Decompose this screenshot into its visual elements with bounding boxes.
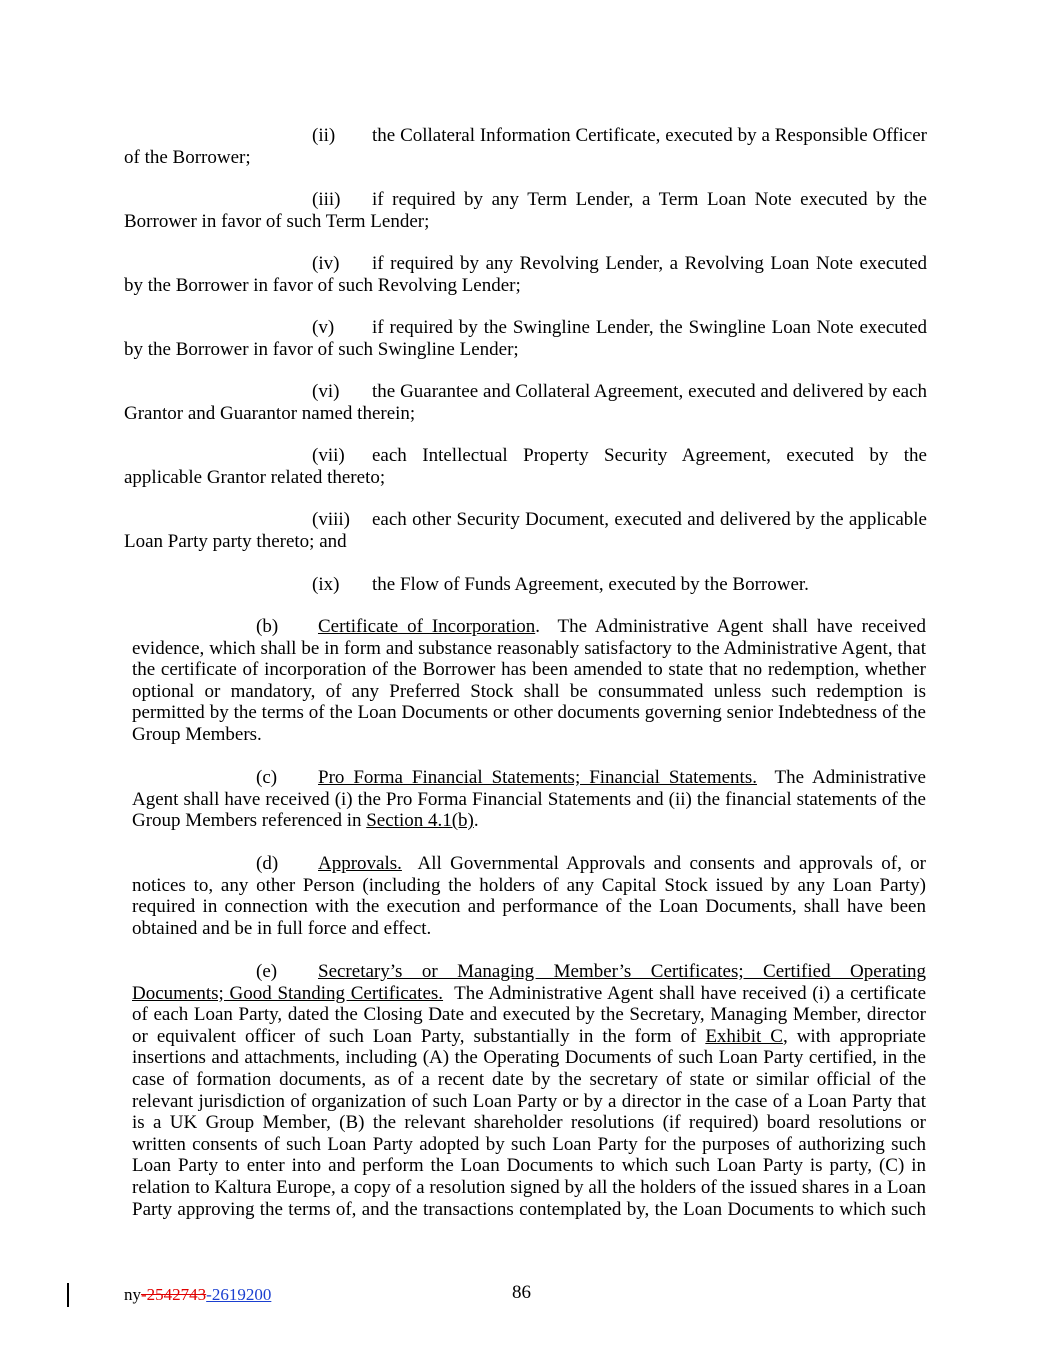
paragraph-c-heading: Pro Forma Financial Statements; Financial Statements. [318,767,757,788]
paragraph-c-label: (c) [256,767,278,788]
item-iii-text: if required by any Term Lender, a Term Loan Note executed by the [372,189,927,210]
paragraph-d-line-1 [132,853,926,875]
paragraph-e-line-2-text: The Administrative Agent shall have received (i) a certificate [443,982,927,1004]
paragraph-e [132,961,926,1220]
paragraph-b-line-5: permitted by the terms of the Loan Documents or other documents governing senior Indebtedness of the [132,702,926,724]
revision-change-bar [67,1283,69,1307]
item-iv-line-2: by the Borrower in favor of such Revolving Lender; [124,274,521,296]
item-v-line-2: by the Borrower in favor of such Swingline Lender; [124,338,519,360]
item-v-line-1 [124,317,927,339]
item-v-number: (v) [312,317,335,338]
paragraph-d-heading: Approvals. [318,853,402,874]
page-number: 86 [512,1282,531,1303]
item-ii-line-1 [124,125,927,147]
paragraph-b-line-1-text: . The Administrative Agent shall have received [535,616,926,637]
item-v-text: if required by the Swingline Lender, the Swingline Loan Note executed [372,317,927,338]
item-iii-number: (iii) [312,189,341,210]
item-ix-line-1 [124,574,927,596]
section-reference-link: Section 4.1(b) [366,810,474,832]
paragraph-e-line-9: written consents of such Loan Party adopted by such Loan Party for the purposes of authorizing such [132,1133,926,1155]
paragraph-e-line-4-end: , with appropriate [782,1025,926,1047]
paragraph-b-line-4: optional or mandatory, of any Preferred Stock shall be consummated unless such redemption is [132,680,926,702]
paragraph-c-line-3-end: . [473,810,479,832]
item-viii [124,509,927,552]
paragraph-c-line-1 [132,767,926,789]
paragraph-b [132,616,926,746]
item-iii [124,189,927,232]
paragraph-e-line-7: relevant jurisdiction of organization of such Loan Party or by a director in the case of a Loan Party that [132,1090,926,1112]
document-id-prefix: ny [124,1285,141,1304]
paragraph-c-line-2: Agent shall have received (i) the Pro Forma Financial Statements and (ii) the financial statements of the [132,788,926,810]
paragraph-c-line-3 [132,810,926,832]
paragraph-b-line-1 [132,616,926,638]
paragraph-b-line-2: evidence, which shall be in form and substance reasonably satisfactory to the Administrative Agent, that [132,637,926,659]
item-iv-text: if required by any Revolving Lender, a Revolving Loan Note executed [372,253,927,274]
item-iii-line-1 [124,189,927,211]
paragraph-e-line-4 [132,1026,926,1048]
paragraph-e-line-3: of each Loan Party, dated the Closing Date and executed by the Secretary, Managing Member, director [132,1004,926,1026]
item-iv [124,253,927,296]
paragraph-e-line-12: Party approving the terms of, and the transactions contemplated by, the Loan Documents to which such [132,1198,926,1220]
paragraph-e-line-4-text: or equivalent officer of such Loan Party, substantially in the form of [132,1025,706,1047]
item-iv-number: (iv) [312,253,340,274]
item-vi-text: the Guarantee and Collateral Agreement, executed and delivered by each [372,381,927,402]
paragraph-b-label: (b) [256,616,279,637]
paragraph-d-line-1-text: All Governmental Approvals and consents and approvals of, or [401,853,926,874]
item-viii-number: (viii) [312,509,350,530]
paragraph-e-heading: Secretary’s or Managing Member’s Certificates; Certified Operating [318,961,926,982]
paragraph-d [132,853,926,939]
paragraph-c-line-1-text: The Administrative [756,767,926,788]
item-ii-text: the Collateral Information Certificate, executed by a Responsible Officer [372,125,927,146]
paragraph-e-line-2 [132,983,926,1005]
paragraph-c [132,767,926,832]
item-vii-line-2: applicable Grantor related thereto; [124,466,386,488]
item-ii-line-2: of the Borrower; [124,146,251,168]
item-vi-number: (vi) [312,381,340,402]
paragraph-e-label: (e) [256,961,278,982]
exhibit-reference-link: Exhibit C [705,1025,783,1047]
item-ix [124,574,927,596]
item-ix-text: the Flow of Funds Agreement, executed by the Borrower. [372,574,809,595]
paragraph-e-line-6: case of formation documents, as of a recent date by the secretary of state or similar official of the [132,1068,926,1090]
paragraph-e-line-11: relation to Kaltura Europe, a copy of a resolution signed by all the holders of the issued shares in a Loan [132,1176,926,1198]
item-viii-text: each other Security Document, executed and delivered by the applicable [372,509,927,530]
item-viii-line-2: Loan Party party thereto; and [124,530,347,552]
paragraph-c-line-3-text: Group Members referenced in [132,810,367,832]
paragraph-d-line-4: obtained and be in full force and effect. [132,917,432,939]
item-vii [124,445,927,488]
item-iv-line-1 [124,253,927,275]
item-vii-text: each Intellectual Property Security Agreement, executed by the [372,445,927,466]
paragraph-d-line-3: required in connection with the execution and performance of the Loan Documents, shall have been [132,896,926,918]
paragraph-b-line-6: Group Members. [132,723,262,745]
paragraph-b-heading: Certificate of Incorporation [318,616,536,637]
item-vi [124,381,927,424]
paragraph-e-line-10: Loan Party to enter into and perform the Loan Documents to which such Loan Party is party, (C) in [132,1155,926,1177]
item-vi-line-2: Grantor and Guarantor named therein; [124,402,416,424]
item-vii-line-1 [124,445,927,467]
paragraph-d-label: (d) [256,853,279,874]
paragraph-e-heading-continued: Documents; Good Standing Certificates. [132,982,444,1004]
item-viii-line-1 [124,509,927,531]
paragraph-e-line-8: is a UK Group Member, (B) the relevant shareholder resolutions (if required) board resolutions or [132,1112,926,1134]
item-iii-line-2: Borrower in favor of such Term Lender; [124,210,430,232]
item-ii-number: (ii) [312,125,336,146]
paragraph-e-line-1 [132,961,926,983]
paragraph-b-line-3: the certificate of incorporation of the Borrower has been amended to state that no redemption, whether [132,659,926,681]
item-vii-number: (vii) [312,445,345,466]
item-vi-line-1 [124,381,927,403]
item-ii [124,125,927,168]
document-id-inserted: -2619200 [206,1285,272,1304]
paragraph-e-line-5: insertions and attachments, including (A) the Operating Documents of such Loan Party certified, in the [132,1047,926,1069]
paragraph-d-line-2: notices to, any other Person (including the holders of any Capital Stock issued by any Loan Party) [132,874,926,896]
document-id-deleted: -2542743 [141,1285,207,1304]
item-v [124,317,927,360]
item-ix-number: (ix) [312,574,340,595]
document-id [124,1285,271,1305]
